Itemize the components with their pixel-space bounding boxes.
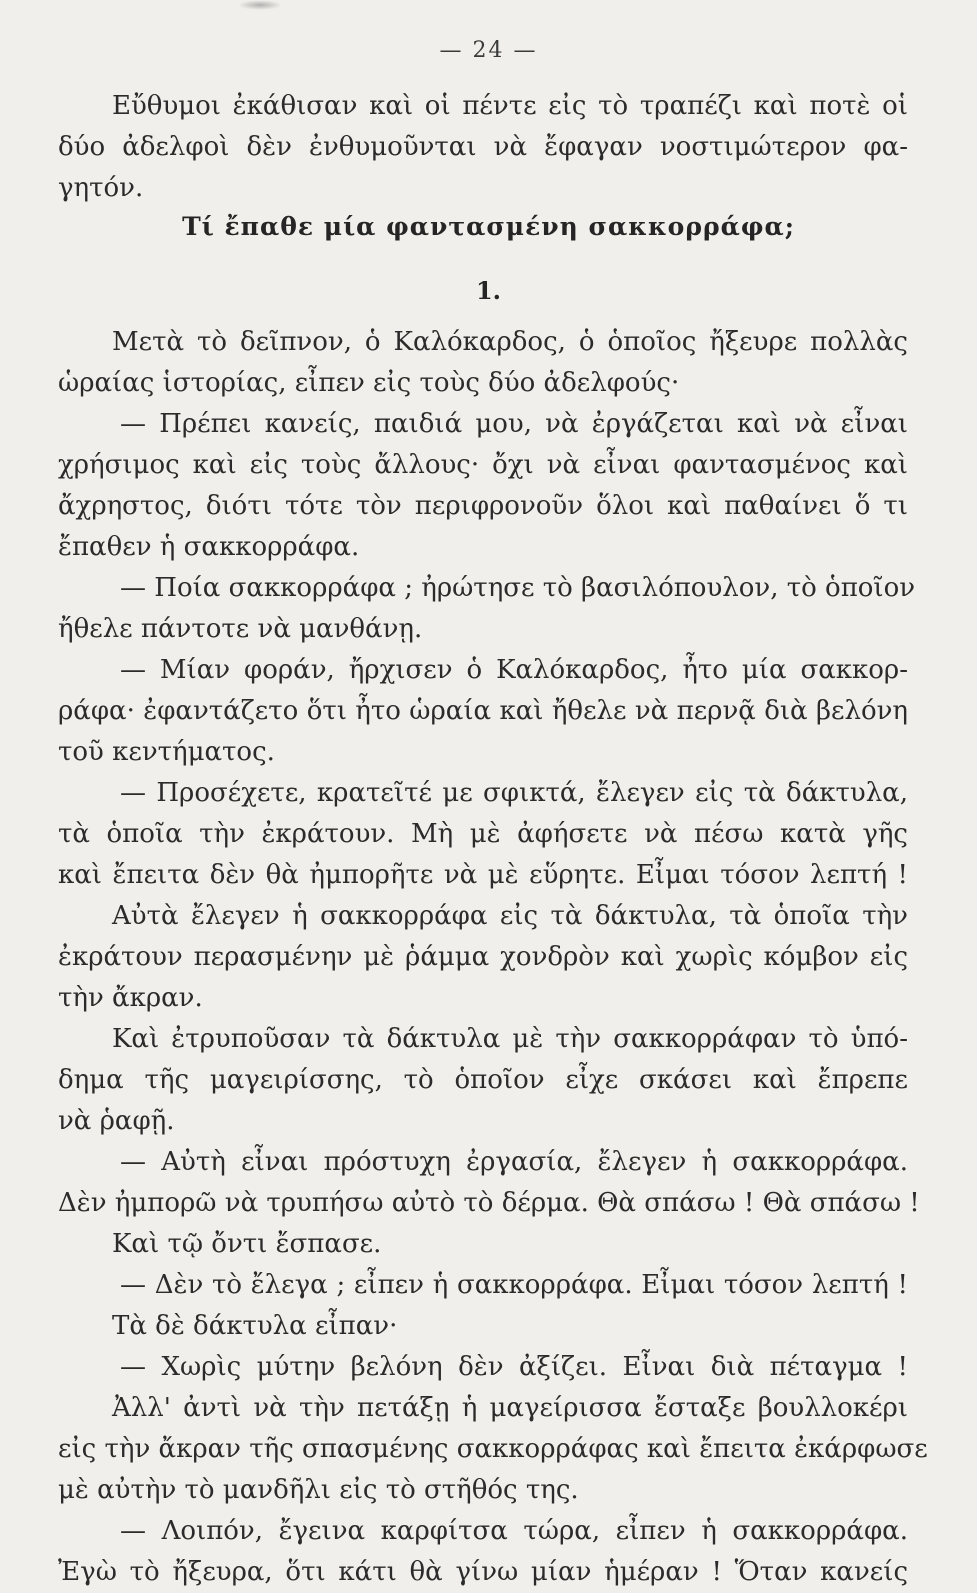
text-line: Καὶ ἐτρυποῦσαν τὰ δάκτυλα μὲ τὴν σακκορράφαν τὸ ὑπό- xyxy=(112,1024,908,1054)
text-line: γητόν. xyxy=(58,173,144,203)
text-line: Μετὰ τὸ δεῖπνον, ὁ Καλόκαρδος, ὁ ὁποῖος ἤξευρε πολλὰς xyxy=(112,327,908,357)
text-line: καὶ ἔπειτα δὲν θὰ ἠμπορῆτε νὰ μὲ εὕρητε. Εἶμαι τόσον λεπτή ! xyxy=(58,860,908,890)
text-line: Εὔθυμοι ἐκάθισαν καὶ οἱ πέντε εἰς τὸ τραπέζι καὶ ποτὲ οἱ xyxy=(112,91,908,121)
text-line: τοῦ κεντήματος. xyxy=(58,737,275,767)
text-line: τὰ ὁποῖα τὴν ἐκράτουν. Μὴ μὲ ἀφήσετε νὰ πέσω κατὰ γῆς xyxy=(58,819,908,849)
text-line: δύο ἀδελφοὶ δὲν ἐνθυμοῦνται νὰ ἔφαγαν νοστιμώτερον φα- xyxy=(58,132,908,162)
text-line: — Αὐτὴ εἶναι πρόστυχη ἐργασία, ἔλεγεν ἡ σακκορράφα. xyxy=(120,1147,908,1177)
text-line: — Μίαν φοράν, ἤρχισεν ὁ Καλόκαρδος, ἦτο μία σακκορ- xyxy=(120,655,908,685)
page-number: — 24 — xyxy=(439,38,538,63)
text-line: Δὲν ἠμπορῶ νὰ τρυπήσω αὐτὸ τὸ δέρμα. Θὰ σπάσω ! Θὰ σπάσω ! xyxy=(58,1188,920,1218)
text-line: ἔπαθεν ἡ σακκορράφα. xyxy=(58,532,360,562)
text-line: Ἐγὼ τὸ ἤξευρα, ὅτι κάτι θὰ γίνω μίαν ἡμέραν ! Ὅταν κανείς xyxy=(58,1557,908,1587)
text-line: Καὶ τῷ ὄντι ἔσπασε. xyxy=(112,1229,382,1259)
chapter-title: Τί ἔπαθε μία φαντασμένη σακκορράφα; xyxy=(182,212,795,241)
text-line: δημα τῆς μαγειρίσσης, τὸ ὁποῖον εἶχε σκάσει καὶ ἔπρεπε xyxy=(58,1065,908,1095)
text-line: ὡραίας ἱστορίας, εἶπεν εἰς τοὺς δύο ἀδελφούς· xyxy=(58,368,680,398)
text-line: ἤθελε πάντοτε νὰ μανθάνῃ. xyxy=(58,614,423,644)
text-line: εἰς τὴν ἄκραν τῆς σπασμένης σακκορράφας καὶ ἔπειτα ἐκάρφωσε xyxy=(58,1434,928,1464)
text-line: νὰ ῥαφῇ. xyxy=(58,1106,175,1136)
text-line: — Δὲν τὸ ἔλεγα ; εἶπεν ἡ σακκορράφα. Εἶμαι τόσον λεπτή ! xyxy=(120,1270,908,1300)
text-line: χρήσιμος καὶ εἰς τοὺς ἄλλους· ὄχι νὰ εἶναι φαντασμένος καὶ xyxy=(58,450,908,480)
text-line: Τὰ δὲ δάκτυλα εἶπαν· xyxy=(112,1311,398,1341)
text-line: — Ποία σακκορράφα ; ἠρώτησε τὸ βασιλόπουλον, τὸ ὁποῖον xyxy=(120,573,916,603)
text-line: Αὐτὰ ἔλεγεν ἡ σακκορράφα εἰς τὰ δάκτυλα, τὰ ὁποῖα τὴν xyxy=(112,901,908,931)
text-line: — Χωρὶς μύτην βελόνη δὲν ἀξίζει. Εἶναι διὰ πέταγμα ! xyxy=(120,1352,908,1382)
section-number: 1. xyxy=(475,276,502,305)
text-line: ἄχρηστος, διότι τότε τὸν περιφρονοῦν ὅλοι καὶ παθαίνει ὅ τι xyxy=(58,491,908,521)
text-line: μὲ αὐτὴν τὸ μανδῆλι εἰς τὸ στῆθός της. xyxy=(58,1475,579,1505)
body-text xyxy=(58,322,928,1593)
text-line: — Πρέπει κανείς, παιδιά μου, νὰ ἐργάζεται καὶ νὰ εἶναι xyxy=(120,409,908,439)
text-line: τὴν ἄκραν. xyxy=(58,983,203,1013)
intro-paragraph xyxy=(58,86,908,209)
text-line: ἐκράτουν περασμένην μὲ ῥάμμα χονδρὸν καὶ χωρὶς κόμβον εἰς xyxy=(58,942,908,972)
text-line: — Λοιπόν, ἔγεινα καρφίτσα τώρα, εἶπεν ἡ σακκορράφα. xyxy=(120,1516,908,1546)
text-line: — Προσέχετε, κρατεῖτέ με σφικτά, ἔλεγεν εἰς τὰ δάκτυλα, xyxy=(120,778,908,808)
text-line: Ἀλλ' ἀντὶ νὰ τὴν πετάξῃ ἡ μαγείρισσα ἔσταξε βουλλοκέρι xyxy=(112,1393,908,1423)
text-line: ράφα· ἐφαντάζετο ὅτι ἦτο ὡραία καὶ ἤθελε νὰ περνᾷ διὰ βελόνη xyxy=(58,696,908,726)
ink-speck xyxy=(238,0,282,10)
